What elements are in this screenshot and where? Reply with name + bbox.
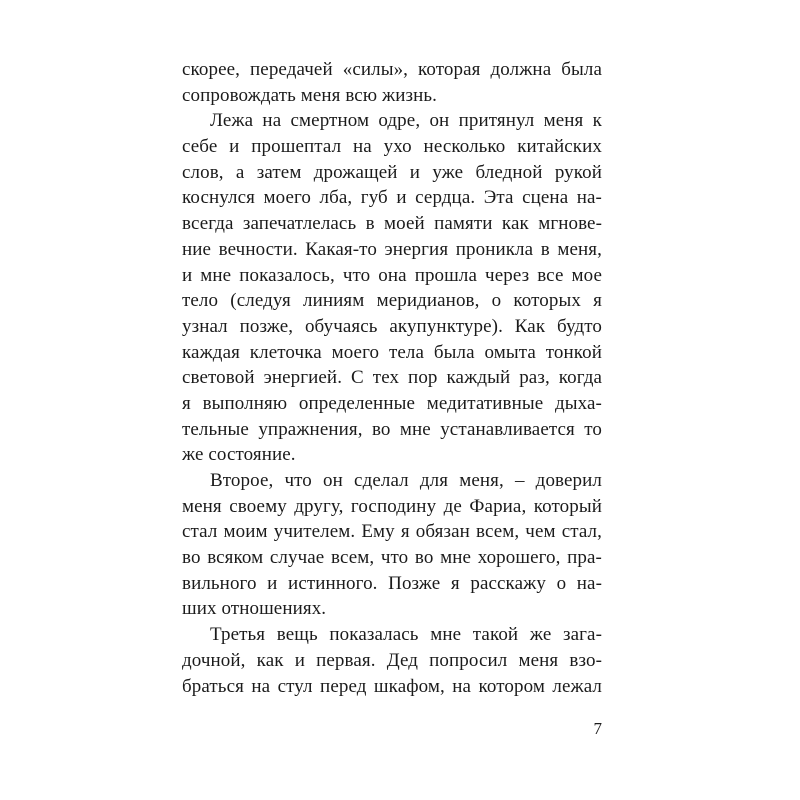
text-line: же состояние. bbox=[182, 444, 296, 466]
text-line: и мне показалось, что она прошла через все мое bbox=[182, 264, 602, 286]
text-line: вильного и истинного. Позже я расскажу о на- bbox=[182, 572, 602, 594]
text-line: тело (следуя линиям меридианов, о которых я bbox=[182, 290, 602, 312]
text-line: сопровождать меня всю жизнь. bbox=[182, 84, 437, 106]
page-footer bbox=[182, 718, 602, 740]
text-line: узнал позже, обучаясь акупунктуре). Как будто bbox=[182, 315, 602, 337]
text-line: себе и прошептал на ухо несколько китайских bbox=[182, 136, 602, 158]
text-line: во всяком случае всем, что во мне хорошего, пра- bbox=[182, 547, 602, 569]
text-line: меня своему другу, господину де Фариа, который bbox=[182, 495, 602, 517]
text-line: скорее, передачей «силы», которая должна была bbox=[182, 59, 602, 80]
text-line: слов, а затем дрожащей и уже бледной рукой bbox=[182, 161, 602, 183]
text-line: всегда запечатлелась в моей памяти как мгнове- bbox=[182, 213, 602, 235]
text-line: тельные упражнения, во мне устанавливается то bbox=[182, 418, 602, 440]
text-line: каждая клеточка моего тела была омыта тонкой bbox=[182, 341, 602, 363]
text-line: Второе, что он сделал для меня, – доверил bbox=[210, 470, 602, 491]
text-line: Лежа на смертном одре, он притянул меня к bbox=[210, 110, 602, 132]
text-line: стал моим учителем. Ему я обязан всем, чем стал, bbox=[182, 521, 602, 543]
text-block bbox=[182, 57, 602, 699]
text-line: коснулся моего лба, губ и сердца. Эта сцена на- bbox=[182, 187, 602, 209]
text-line: дочной, как и первая. Дед попросил меня взо- bbox=[182, 649, 602, 671]
text-line: Третья вещь показалась мне такой же зага- bbox=[210, 624, 602, 646]
text-line: ние вечности. Какая-то энергия проникла в меня, bbox=[182, 238, 602, 260]
page-number: 7 bbox=[593, 719, 602, 738]
text-line: браться на стул перед шкафом, на котором лежал bbox=[182, 675, 602, 697]
text-line: ших отношениях. bbox=[182, 598, 327, 620]
text-line: я выполняю определенные медитативные дыха- bbox=[182, 392, 602, 414]
text-line: световой энергией. С тех пор каждый раз, когда bbox=[182, 367, 602, 389]
